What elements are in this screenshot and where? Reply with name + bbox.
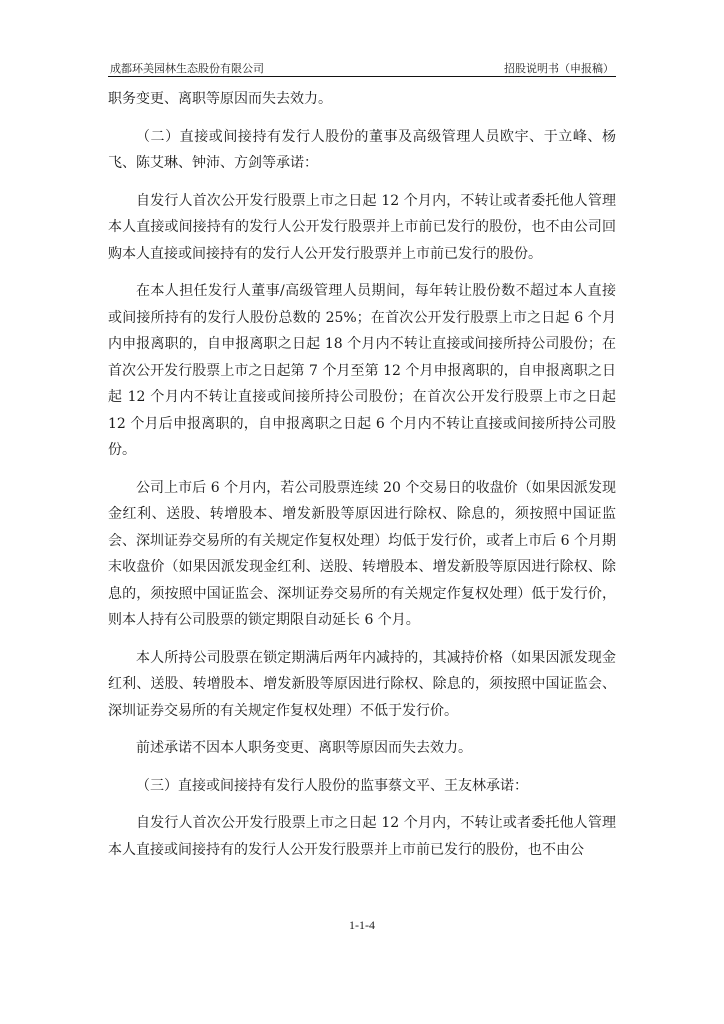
page-header bbox=[108, 58, 616, 78]
header-company-name: 成都环美园林生态股份有限公司 bbox=[110, 62, 264, 75]
paragraph-continuation: 职务变更、离职等原因而失去效力。 bbox=[108, 91, 332, 107]
paragraph-commitment-validity: 前述承诺不因本人职务变更、离职等原因而失去效力。 bbox=[136, 740, 472, 756]
paragraph-lockup-12-months: 自发行人首次公开发行股票上市之日起 12 个月内，不转让或者委托他人管理本人直接或间接持有的发行人公开发行股票并上市前已发行的股份，也不由公司回购本人直接或间接持有的发行人公开发行股票并上市前已发行的股份。 bbox=[108, 192, 616, 262]
document-body bbox=[108, 86, 616, 863]
paragraph-transfer-limits: 在本人担任发行人董事/高级管理人员期间，每年转让股份数不超过本人直接或间接所持有的发行人股份总数的 25%；在首次公开发行股票上市之日起 6 个月内申报离职的，自申报离职之日起 18 个月内不转让直接或间接所持公司股份；在首次公开发行股票上市之日起第 7 个月至第 12 个月申报离职的，自申报离职之日起 12 个月内不转让直接或间接所持公司股份；在首次公开发行股票上市之日起 12 个月后申报离职的，自申报离职之日起 6 个月内不转让直接或间接所持公司股份。 bbox=[108, 283, 616, 458]
section-heading-directors: （二）直接或间接持有发行人股份的董事及高级管理人员欧宇、于立峰、杨飞、陈艾琳、钟沛、方剑等承诺： bbox=[108, 128, 616, 171]
paragraph-reduction-price: 本人所持公司股票在锁定期满后两年内减持的，其减持价格（如果因派发现金红利、送股、转增股本、增发新股等原因进行除权、除息的，须按照中国证监会、深圳证券交易所的有关规定作复权处理）不低于发行价。 bbox=[108, 649, 616, 719]
section-heading-supervisors: （三）直接或间接持有发行人股份的监事蔡文平、王友林承诺： bbox=[136, 777, 528, 794]
header-document-title: 招股说明书（申报稿） bbox=[504, 62, 614, 75]
paragraph-supervisors-lockup: 自发行人首次公开发行股票上市之日起 12 个月内，不转让或者委托他人管理本人直接或间接持有的发行人公开发行股票并上市前已发行的股份，也不由公 bbox=[108, 815, 616, 858]
header-divider bbox=[108, 76, 616, 77]
paragraph-price-extension: 公司上市后 6 个月内，若公司股票连续 20 个交易日的收盘价（如果因派发现金红利、送股、转增股本、增发新股等原因进行除权、除息的，须按照中国证监会、深圳证券交易所的有关规定作复权处理）均低于发行价，或者上市后 6 个月期末收盘价（如果因派发现金红利、送股、转增股本、增发新股等原因进行除权、除息的，须按照中国证监会、深圳证券交易所的有关规定作复权处理）低于发行价，则本人持有公司股票的锁定期限自动延长 6 个月。 bbox=[108, 479, 616, 628]
page-number: 1-1-4 bbox=[349, 918, 375, 932]
